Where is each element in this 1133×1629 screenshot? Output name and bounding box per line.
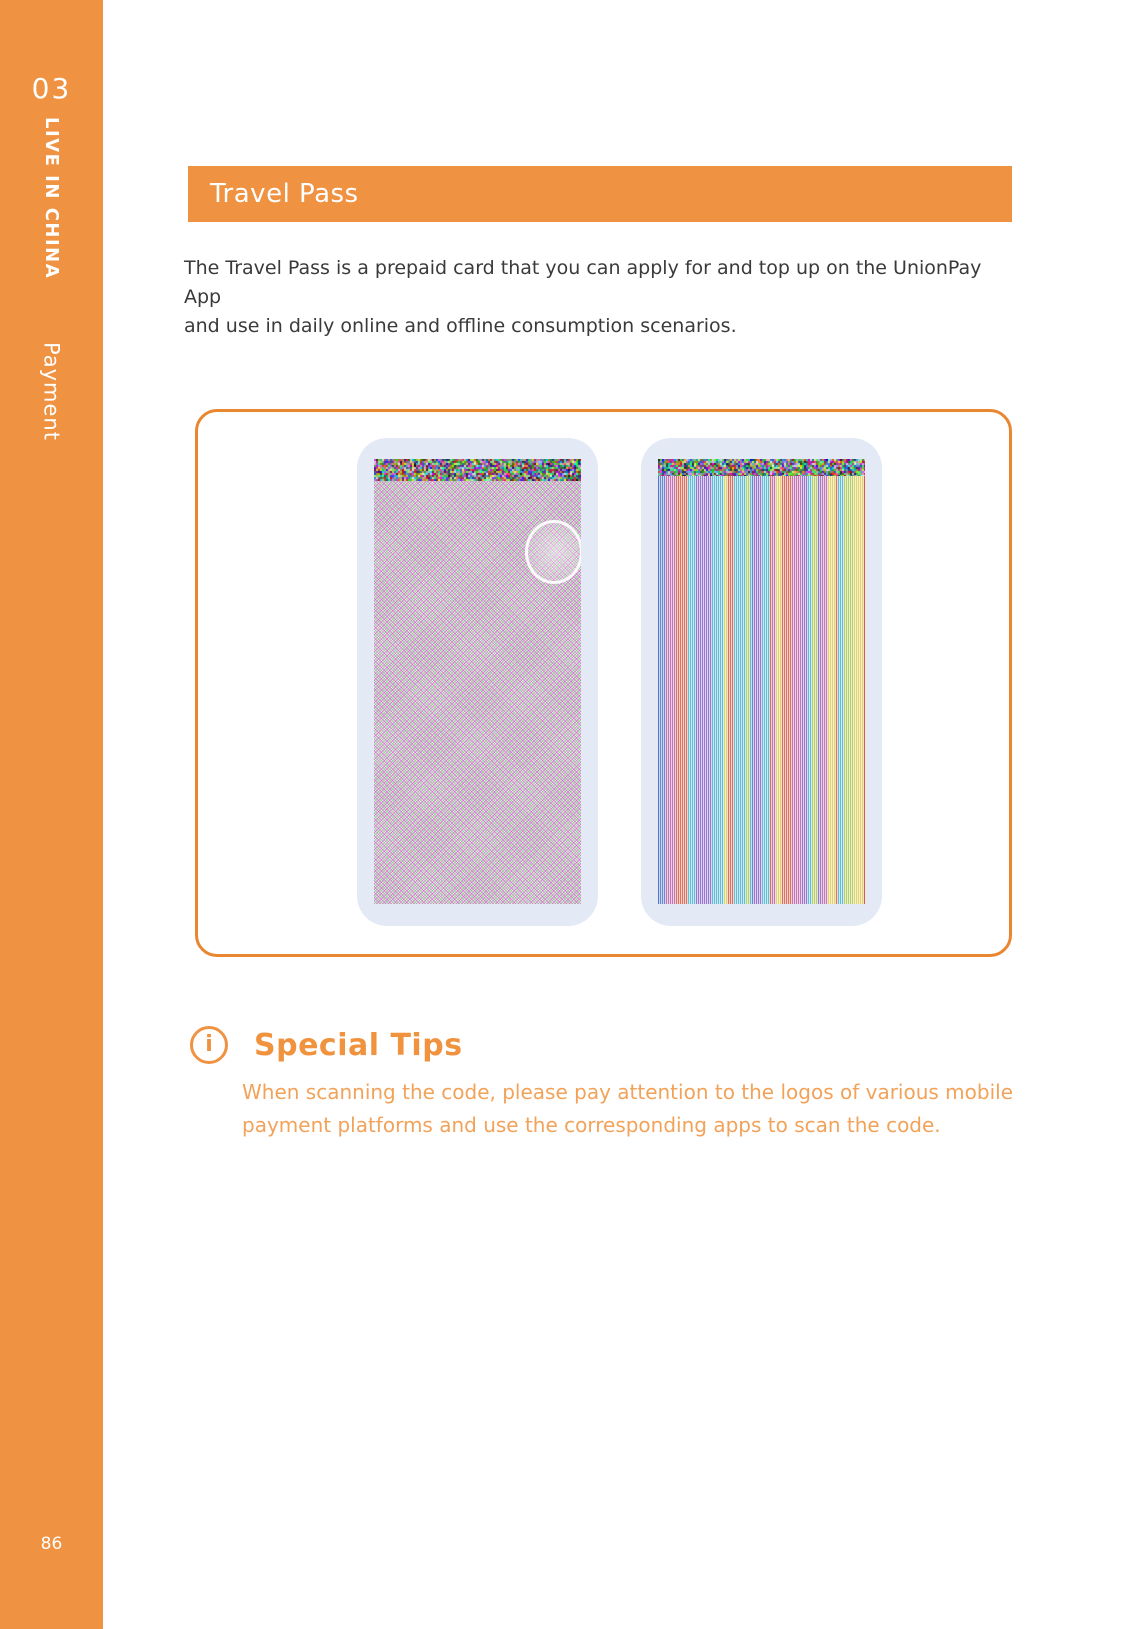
sidebar-chapter-subtitle: Payment — [39, 342, 64, 441]
tips-title: Special Tips — [254, 1028, 463, 1063]
section-title: Travel Pass — [210, 179, 359, 209]
page-number: 86 — [40, 1534, 63, 1554]
sidebar-chapter-title: LIVE IN CHINA — [41, 117, 62, 280]
intro-line-2: and use in daily online and offline consumption scenarios. — [184, 315, 737, 337]
section-header-bar — [188, 166, 1012, 222]
watermark-circle — [525, 520, 581, 584]
phone-screen-left — [374, 459, 581, 904]
sidebar — [0, 0, 103, 1629]
chapter-number: 03 — [31, 72, 72, 105]
intro-paragraph — [184, 254, 1024, 341]
tips-line-1: When scanning the code, please pay attention to the logos of various mobile — [242, 1080, 1013, 1104]
tips-text — [242, 1076, 1032, 1142]
info-icon-glyph: i — [205, 1031, 213, 1057]
corrupted-noise-band — [658, 459, 865, 476]
corrupted-noise-band — [374, 459, 581, 481]
phone-screen-right — [658, 459, 865, 904]
phone-screenshot-right — [641, 438, 882, 926]
phone-screenshot-left — [357, 438, 598, 926]
figure-box — [195, 409, 1012, 957]
intro-line-1: The Travel Pass is a prepaid card that you can apply for and top up on the UnionPay App — [184, 257, 982, 308]
corrupted-stripe-pattern — [658, 476, 865, 904]
info-icon — [190, 1026, 228, 1064]
tips-line-2: payment platforms and use the corresponding apps to scan the code. — [242, 1113, 941, 1137]
